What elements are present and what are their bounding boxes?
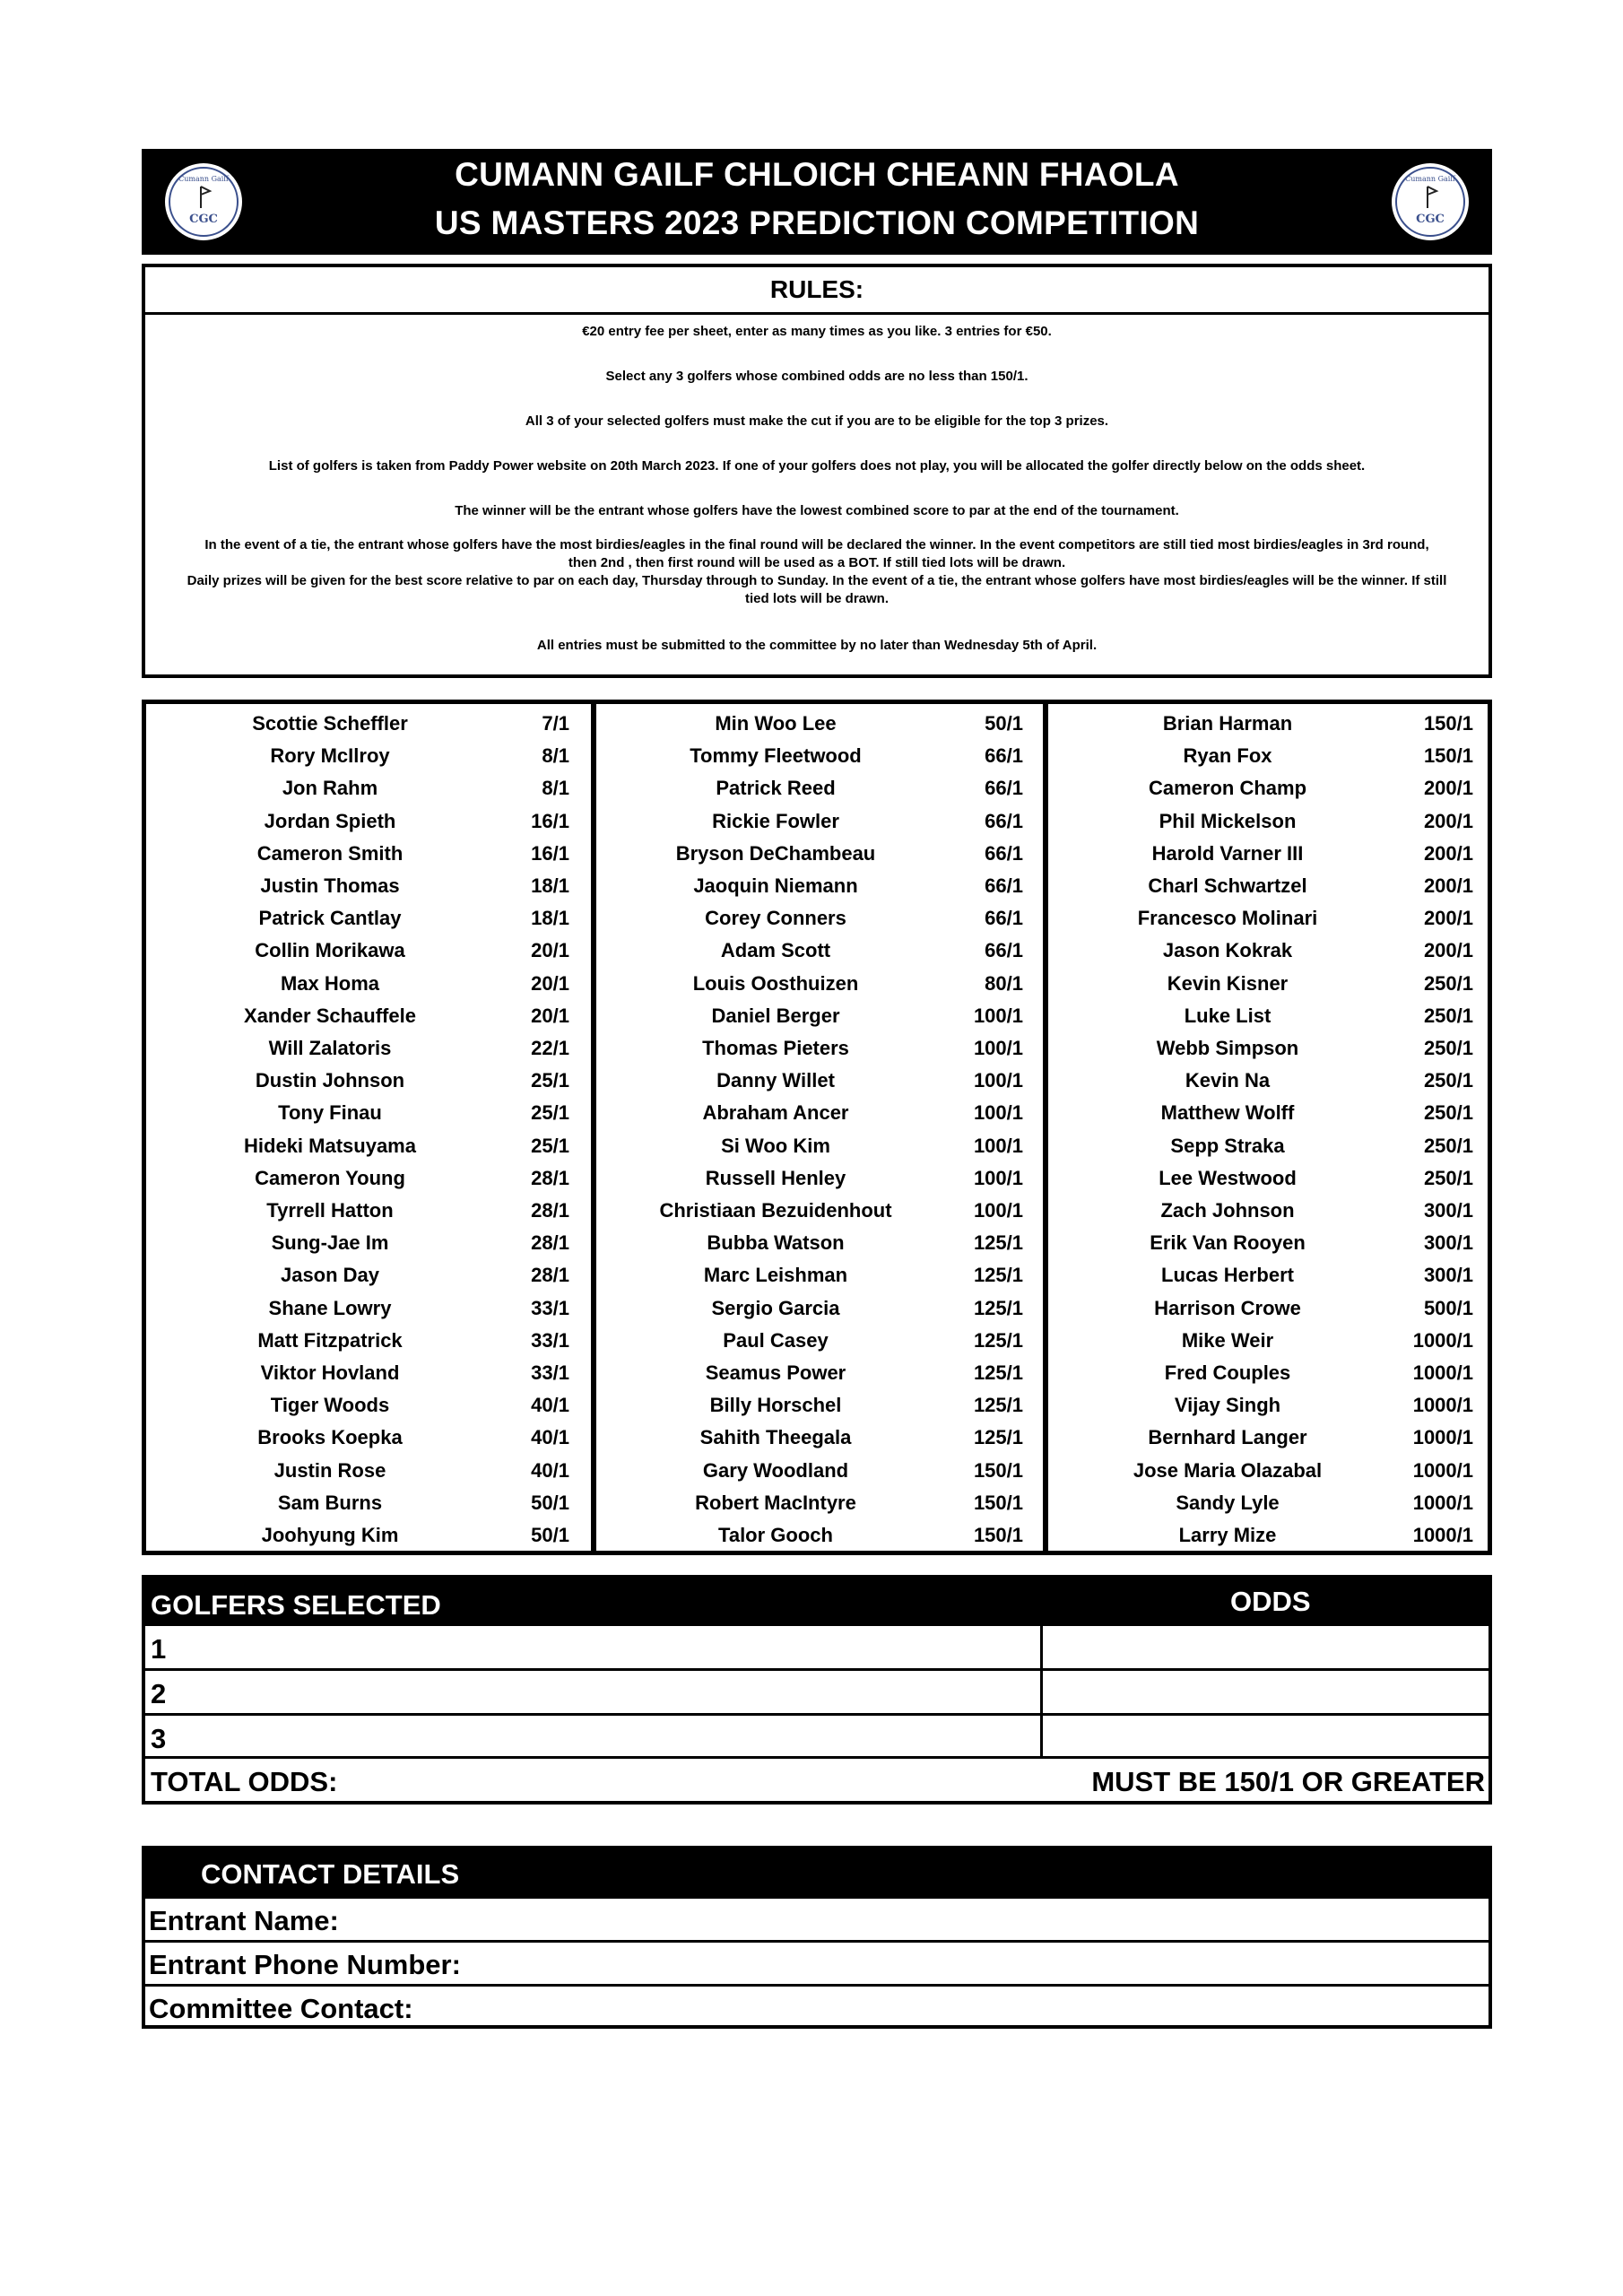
golfer-row xyxy=(1048,968,1488,1000)
golfer-odds: 1000/1 xyxy=(1412,1491,1473,1514)
golfer-name: Patrick Cantlay xyxy=(258,907,402,930)
golfer-column-3 xyxy=(1048,704,1488,1551)
golfer-odds: 250/1 xyxy=(1423,1134,1473,1157)
golfer-odds: 1000/1 xyxy=(1412,1458,1473,1482)
rule-line: Select any 3 golfers whose combined odds are no less than 150/1. xyxy=(605,369,1028,384)
golfer-name: Russell Henley xyxy=(705,1166,846,1189)
golfer-row xyxy=(1048,838,1488,870)
golfer-odds: 7/1 xyxy=(542,712,569,735)
golfer-row xyxy=(146,1292,591,1325)
golfer-name: Joohyung Kim xyxy=(261,1524,399,1546)
golfer-odds: 1000/1 xyxy=(1412,1426,1473,1449)
golfer-name: Max Homa xyxy=(280,971,380,995)
selection-row[interactable] xyxy=(145,1623,1488,1668)
golfer-name: Bubba Watson xyxy=(707,1231,845,1255)
total-odds-row xyxy=(145,1756,1488,1801)
golfer-row xyxy=(596,1065,1043,1097)
golfer-name: Jason Kokrak xyxy=(1162,939,1293,962)
golfer-odds: 1000/1 xyxy=(1412,1394,1473,1417)
golfer-odds: 250/1 xyxy=(1423,1037,1473,1059)
rule-line: The winner will be the entrant whose golfers have the lowest combined score to par at the end of the tournament. xyxy=(455,503,1179,518)
golfer-odds: 125/1 xyxy=(973,1264,1023,1287)
rules-box xyxy=(142,264,1492,678)
club-crest-logo xyxy=(1390,161,1471,242)
golfer-name: Zach Johnson xyxy=(1160,1199,1295,1222)
golfer-name: Christiaan Bezuidenhout xyxy=(659,1199,892,1222)
golfer-row xyxy=(146,870,591,902)
golfer-name: Si Woo Kim xyxy=(721,1134,830,1157)
golfer-row xyxy=(596,870,1043,902)
golfer-name: Patrick Reed xyxy=(716,777,836,800)
selection-number: 1 xyxy=(151,1633,167,1665)
committee-contact-field[interactable] xyxy=(145,1984,1488,2029)
golfer-name: Matthew Wolff xyxy=(1160,1101,1295,1125)
golfer-name: Phil Mickelson xyxy=(1159,809,1297,832)
golfer-odds: 200/1 xyxy=(1423,777,1473,800)
svg-text:Cumann Gailf: Cumann Gailf xyxy=(1405,175,1455,183)
golfer-name: Fred Couples xyxy=(1164,1361,1291,1384)
golfer-row xyxy=(146,1422,591,1454)
golfer-row xyxy=(1048,1389,1488,1422)
golfer-odds: 16/1 xyxy=(531,809,569,832)
golfer-row xyxy=(596,1422,1043,1454)
golfer-name: Tyrrell Hatton xyxy=(266,1199,394,1222)
golfer-odds: 28/1 xyxy=(531,1231,569,1255)
golfer-odds: 33/1 xyxy=(531,1296,569,1319)
golfer-odds: 150/1 xyxy=(1423,744,1473,768)
golfer-row xyxy=(1048,1455,1488,1487)
golfer-row xyxy=(1048,1097,1488,1129)
golfer-row xyxy=(1048,1162,1488,1195)
golfer-odds: 8/1 xyxy=(542,777,569,800)
golfer-name: Vijay Singh xyxy=(1174,1394,1281,1417)
golfer-name: Sahith Theegala xyxy=(699,1426,852,1449)
golfer-name: Ryan Fox xyxy=(1183,744,1272,768)
golfer-row xyxy=(596,1000,1043,1032)
golfer-odds: 1000/1 xyxy=(1412,1524,1473,1546)
golfer-row xyxy=(596,968,1043,1000)
golfer-odds: 150/1 xyxy=(973,1491,1023,1514)
golfer-row xyxy=(146,1389,591,1422)
golfer-name: Larry Mize xyxy=(1178,1524,1277,1546)
golfer-row xyxy=(146,1065,591,1097)
golfer-odds: 1000/1 xyxy=(1412,1361,1473,1384)
golfer-name: Erik Van Rooyen xyxy=(1150,1231,1306,1255)
golfer-name: Will Zalatoris xyxy=(268,1037,392,1059)
rule-line: List of golfers is taken from Paddy Power website on 20th March 2023. If one of your golfers does not play, you will be allocated the golfer directly below on the odds sheet. xyxy=(268,458,1366,474)
golfer-name: Brian Harman xyxy=(1162,712,1293,735)
golfer-name: Hideki Matsuyama xyxy=(244,1134,416,1157)
golfer-name: Min Woo Lee xyxy=(715,712,837,735)
rule-line: All 3 of your selected golfers must make the cut if you are to be eligible for the top 3 prizes. xyxy=(525,413,1109,429)
golfer-name: Matt Fitzpatrick xyxy=(257,1328,403,1352)
total-odds-note: MUST BE 150/1 OR GREATER xyxy=(1091,1766,1485,1797)
golfer-odds: 100/1 xyxy=(973,1199,1023,1222)
golfer-row xyxy=(596,1455,1043,1487)
golfer-odds: 100/1 xyxy=(973,1166,1023,1189)
contact-header xyxy=(145,1849,1488,1896)
golfer-row xyxy=(1048,740,1488,772)
golfer-odds: 66/1 xyxy=(985,744,1023,768)
golfer-row xyxy=(146,1097,591,1129)
golfer-odds: 28/1 xyxy=(531,1199,569,1222)
golfer-column-1 xyxy=(146,704,596,1551)
contact-details-form xyxy=(142,1846,1492,2029)
selection-number: 3 xyxy=(151,1723,167,1754)
contact-heading: CONTACT DETAILS xyxy=(201,1858,460,1890)
entrant-name-field[interactable] xyxy=(145,1896,1488,1941)
golfer-odds: 200/1 xyxy=(1423,907,1473,930)
golfer-name: Gary Woodland xyxy=(702,1458,849,1482)
golfer-odds: 100/1 xyxy=(973,1069,1023,1092)
golfer-row xyxy=(1048,1519,1488,1552)
golfer-odds: 200/1 xyxy=(1423,874,1473,897)
golfer-name: Daniel Berger xyxy=(711,1004,840,1027)
golfer-name: Robert MacIntyre xyxy=(695,1491,856,1514)
golfer-odds: 50/1 xyxy=(531,1524,569,1546)
golfer-name: Bernhard Langer xyxy=(1148,1426,1307,1449)
golfer-row xyxy=(1048,1000,1488,1032)
golfer-name: Shane Lowry xyxy=(268,1296,392,1319)
golfer-name: Bryson DeChambeau xyxy=(675,841,876,865)
golfer-row xyxy=(596,1032,1043,1065)
golfer-odds: 50/1 xyxy=(531,1491,569,1514)
golfer-name: Billy Horschel xyxy=(709,1394,842,1417)
golfer-row xyxy=(146,1519,591,1552)
golfer-row xyxy=(1048,1325,1488,1357)
golfer-odds: 40/1 xyxy=(531,1426,569,1449)
golfer-row xyxy=(146,1162,591,1195)
golfer-row xyxy=(146,708,591,740)
golfer-row xyxy=(596,1097,1043,1129)
golfer-name: Dustin Johnson xyxy=(255,1069,405,1092)
golfer-row xyxy=(146,1259,591,1292)
golfer-row xyxy=(1048,1032,1488,1065)
golfer-row xyxy=(146,1455,591,1487)
golfer-odds: 25/1 xyxy=(531,1101,569,1125)
golfer-row xyxy=(146,1130,591,1162)
golfer-odds: 250/1 xyxy=(1423,1101,1473,1125)
golfer-odds: 150/1 xyxy=(973,1524,1023,1546)
golfer-odds: 100/1 xyxy=(973,1037,1023,1059)
selection-odds-cell[interactable] xyxy=(1040,1623,1488,1668)
header-banner xyxy=(142,149,1492,255)
golfer-odds: 125/1 xyxy=(973,1328,1023,1352)
selection-header xyxy=(145,1578,1488,1623)
golfer-row xyxy=(596,1259,1043,1292)
golfer-row xyxy=(146,1000,591,1032)
golfer-odds: 250/1 xyxy=(1423,1069,1473,1092)
golfer-row xyxy=(1048,1487,1488,1519)
golfer-name: Lucas Herbert xyxy=(1161,1264,1294,1287)
golfer-name: Jordan Spieth xyxy=(264,809,396,832)
golfer-row xyxy=(146,1325,591,1357)
golfer-name: Collin Morikawa xyxy=(255,939,405,962)
golfer-name: Cameron Smith xyxy=(256,841,404,865)
golfer-name: Cameron Champ xyxy=(1148,777,1307,800)
golfer-row xyxy=(146,968,591,1000)
golfer-odds: 250/1 xyxy=(1423,971,1473,995)
golfer-odds: 40/1 xyxy=(531,1458,569,1482)
golfer-odds: 50/1 xyxy=(985,712,1023,735)
golfer-row xyxy=(146,805,591,838)
golfers-selected-form xyxy=(142,1575,1492,1805)
golfer-name: Thomas Pieters xyxy=(702,1037,849,1059)
golfer-odds: 125/1 xyxy=(973,1361,1023,1384)
club-name-title: CUMANN GAILF CHLOICH CHEANN FHAOLA xyxy=(455,156,1179,193)
golfer-row xyxy=(146,838,591,870)
golfer-odds: 300/1 xyxy=(1423,1264,1473,1287)
golfer-name: Mike Weir xyxy=(1181,1328,1274,1352)
golfer-name: Louis Oosthuizen xyxy=(692,971,859,995)
golfer-row xyxy=(1048,772,1488,804)
golfer-odds: 125/1 xyxy=(973,1426,1023,1449)
golfer-name: Paul Casey xyxy=(723,1328,829,1352)
field-label: Committee Contact: xyxy=(149,1993,413,2024)
golfer-row xyxy=(146,1195,591,1227)
odds-heading: ODDS xyxy=(1230,1586,1311,1617)
golfer-row xyxy=(1048,1065,1488,1097)
golfer-row xyxy=(1048,1195,1488,1227)
golfer-name: Sam Burns xyxy=(277,1491,383,1514)
golfer-odds: 18/1 xyxy=(531,874,569,897)
golfer-odds: 125/1 xyxy=(973,1231,1023,1255)
rule-line: Daily prizes will be given for the best score relative to par on each day, Thursday through to Sunday. In the event of a tie, the entrant whose golfers have most birdies/eagles will be the winner. If still xyxy=(187,573,1447,588)
golfer-row xyxy=(1048,1292,1488,1325)
golfer-odds: 80/1 xyxy=(985,971,1023,995)
golfer-odds: 250/1 xyxy=(1423,1004,1473,1027)
golfer-odds: 18/1 xyxy=(531,907,569,930)
golfer-odds: 20/1 xyxy=(531,1004,569,1027)
golfer-row xyxy=(596,1357,1043,1389)
entrant-phone-field[interactable] xyxy=(145,1940,1488,1985)
golfer-row xyxy=(1048,1130,1488,1162)
golfer-odds: 66/1 xyxy=(985,907,1023,930)
selection-row[interactable] xyxy=(145,1668,1488,1713)
golfer-name: Marc Leishman xyxy=(703,1264,848,1287)
golfer-odds: 150/1 xyxy=(973,1458,1023,1482)
golfer-odds: 33/1 xyxy=(531,1361,569,1384)
golfer-row xyxy=(1048,902,1488,935)
golfer-odds: 33/1 xyxy=(531,1328,569,1352)
golfer-name: Xander Schauffele xyxy=(244,1004,416,1027)
golfer-name: Adam Scott xyxy=(720,939,831,962)
field-label: Entrant Phone Number: xyxy=(149,1949,461,1980)
golfer-row xyxy=(1048,870,1488,902)
golfer-odds: 28/1 xyxy=(531,1264,569,1287)
golfer-odds: 200/1 xyxy=(1423,841,1473,865)
golfer-row xyxy=(1048,1259,1488,1292)
svg-text:Cumann Gailf: Cumann Gailf xyxy=(178,175,229,183)
golfer-name: Danny Willet xyxy=(716,1069,835,1092)
golfer-row xyxy=(596,1487,1043,1519)
golfer-row xyxy=(1048,708,1488,740)
golfer-name: Kevin Kisner xyxy=(1167,971,1289,995)
golfer-row xyxy=(146,772,591,804)
golfer-row xyxy=(596,1195,1043,1227)
golfer-row xyxy=(596,1162,1043,1195)
golfer-odds: 100/1 xyxy=(973,1101,1023,1125)
golfer-row xyxy=(596,708,1043,740)
golfer-row xyxy=(146,935,591,967)
golfer-name: Francesco Molinari xyxy=(1137,907,1318,930)
golfer-name: Jose Maria Olazabal xyxy=(1133,1458,1323,1482)
golfer-name: Jason Day xyxy=(280,1264,380,1287)
golfer-name: Harold Varner III xyxy=(1151,841,1304,865)
golfer-column-2 xyxy=(596,704,1048,1551)
golfer-name: Seamus Power xyxy=(705,1361,846,1384)
golfer-odds: 1000/1 xyxy=(1412,1328,1473,1352)
golfer-row xyxy=(146,1227,591,1259)
golfer-name: Scottie Scheffler xyxy=(252,712,408,735)
golfer-odds: 100/1 xyxy=(973,1134,1023,1157)
golfer-odds: 300/1 xyxy=(1423,1231,1473,1255)
golfer-row xyxy=(146,1357,591,1389)
golfer-name: Webb Simpson xyxy=(1156,1037,1299,1059)
golfer-odds: 125/1 xyxy=(973,1394,1023,1417)
svg-text:CGC: CGC xyxy=(1416,213,1445,226)
golfer-odds: 8/1 xyxy=(542,744,569,768)
competition-title: US MASTERS 2023 PREDICTION COMPETITION xyxy=(434,204,1200,241)
golfer-name: Abraham Ancer xyxy=(702,1101,849,1125)
golfer-row xyxy=(596,935,1043,967)
golfer-name: Sung-Jae Im xyxy=(271,1231,389,1255)
golfer-name: Lee Westwood xyxy=(1159,1166,1297,1189)
svg-text:CGC: CGC xyxy=(189,213,218,226)
golfer-odds: 22/1 xyxy=(531,1037,569,1059)
golfer-name: Justin Rose xyxy=(273,1458,386,1482)
golfer-odds: 20/1 xyxy=(531,939,569,962)
golfer-odds: 40/1 xyxy=(531,1394,569,1417)
rule-line: then 2nd , then first round will be used as a BOT. If still tied lots will be drawn. xyxy=(568,555,1066,570)
golfer-name: Sepp Straka xyxy=(1170,1134,1285,1157)
golfer-name: Charl Schwartzel xyxy=(1148,874,1307,897)
total-odds-label: TOTAL ODDS: xyxy=(151,1766,338,1797)
golfer-odds: 66/1 xyxy=(985,809,1023,832)
golfer-name: Jon Rahm xyxy=(282,777,378,800)
golfer-odds: 28/1 xyxy=(531,1166,569,1189)
golfer-name: Sandy Lyle xyxy=(1176,1491,1280,1514)
golfer-odds: 66/1 xyxy=(985,939,1023,962)
golfer-row xyxy=(596,805,1043,838)
selection-row[interactable] xyxy=(145,1713,1488,1758)
golfer-name: Luke List xyxy=(1184,1004,1271,1027)
golfer-odds: 20/1 xyxy=(531,971,569,995)
golfer-odds: 150/1 xyxy=(1423,712,1473,735)
golfer-row xyxy=(596,1292,1043,1325)
golfer-name: Talor Gooch xyxy=(718,1524,833,1546)
golfer-row xyxy=(146,1487,591,1519)
golfer-row xyxy=(1048,805,1488,838)
golfer-row xyxy=(596,772,1043,804)
golfer-odds: 66/1 xyxy=(985,841,1023,865)
golfer-odds: 25/1 xyxy=(531,1134,569,1157)
golfer-row xyxy=(1048,1227,1488,1259)
golfer-odds: 16/1 xyxy=(531,841,569,865)
selection-number: 2 xyxy=(151,1678,167,1709)
golfer-name: Justin Thomas xyxy=(260,874,400,897)
golfer-name: Cameron Young xyxy=(255,1166,405,1189)
golfer-name: Tiger Woods xyxy=(270,1394,390,1417)
selection-odds-cell[interactable] xyxy=(1040,1668,1488,1713)
rule-line: tied lots will be drawn. xyxy=(744,591,890,606)
golfer-row xyxy=(596,1227,1043,1259)
golfer-name: Rickie Fowler xyxy=(712,809,839,832)
golfer-name: Brooks Koepka xyxy=(257,1426,403,1449)
golfer-row xyxy=(596,740,1043,772)
golfer-row xyxy=(1048,1357,1488,1389)
golfer-name: Tommy Fleetwood xyxy=(690,744,862,768)
golfer-odds: 500/1 xyxy=(1423,1296,1473,1319)
golfer-odds: 200/1 xyxy=(1423,809,1473,832)
golfer-odds: 200/1 xyxy=(1423,939,1473,962)
rule-line: All entries must be submitted to the committee by no later than Wednesday 5th of April. xyxy=(536,638,1098,653)
golfer-name: Viktor Hovland xyxy=(260,1361,400,1384)
golfer-name: Kevin Na xyxy=(1185,1069,1271,1092)
golfer-row xyxy=(1048,1422,1488,1454)
rule-line: €20 entry fee per sheet, enter as many times as you like. 3 entries for €50. xyxy=(582,324,1052,339)
golfer-odds: 66/1 xyxy=(985,874,1023,897)
golfer-name: Corey Conners xyxy=(705,907,846,930)
golfer-row xyxy=(596,1325,1043,1357)
golfer-row xyxy=(596,1519,1043,1552)
golfer-row xyxy=(596,838,1043,870)
golfer-row xyxy=(596,902,1043,935)
golfer-row xyxy=(596,1389,1043,1422)
golfer-name: Jaoquin Niemann xyxy=(693,874,858,897)
golfer-odds: 125/1 xyxy=(973,1296,1023,1319)
golfer-odds: 66/1 xyxy=(985,777,1023,800)
golfer-odds: 25/1 xyxy=(531,1069,569,1092)
golfer-name: Tony Finau xyxy=(278,1101,382,1125)
golfer-odds-table xyxy=(142,700,1492,1555)
golfer-row xyxy=(596,1130,1043,1162)
golfer-name: Sergio Garcia xyxy=(711,1296,840,1319)
golfer-odds: 100/1 xyxy=(973,1004,1023,1027)
golfer-name: Rory McIlroy xyxy=(270,744,390,768)
field-label: Entrant Name: xyxy=(149,1905,339,1936)
golfer-row xyxy=(1048,935,1488,967)
golfer-name: Harrison Crowe xyxy=(1154,1296,1301,1319)
golfer-row xyxy=(146,740,591,772)
golfer-odds: 300/1 xyxy=(1423,1199,1473,1222)
golfer-row xyxy=(146,902,591,935)
golfer-row xyxy=(146,1032,591,1065)
rule-line: In the event of a tie, the entrant whose golfers have the most birdies/eagles in the final round will be declared the winner. In the event competitors are still tied most birdies/eagles in 3rd round, xyxy=(204,537,1429,552)
rules-title: RULES: xyxy=(145,267,1488,315)
selection-odds-cell[interactable] xyxy=(1040,1713,1488,1758)
golfer-odds: 250/1 xyxy=(1423,1166,1473,1189)
golfers-selected-heading: GOLFERS SELECTED xyxy=(151,1589,441,1621)
